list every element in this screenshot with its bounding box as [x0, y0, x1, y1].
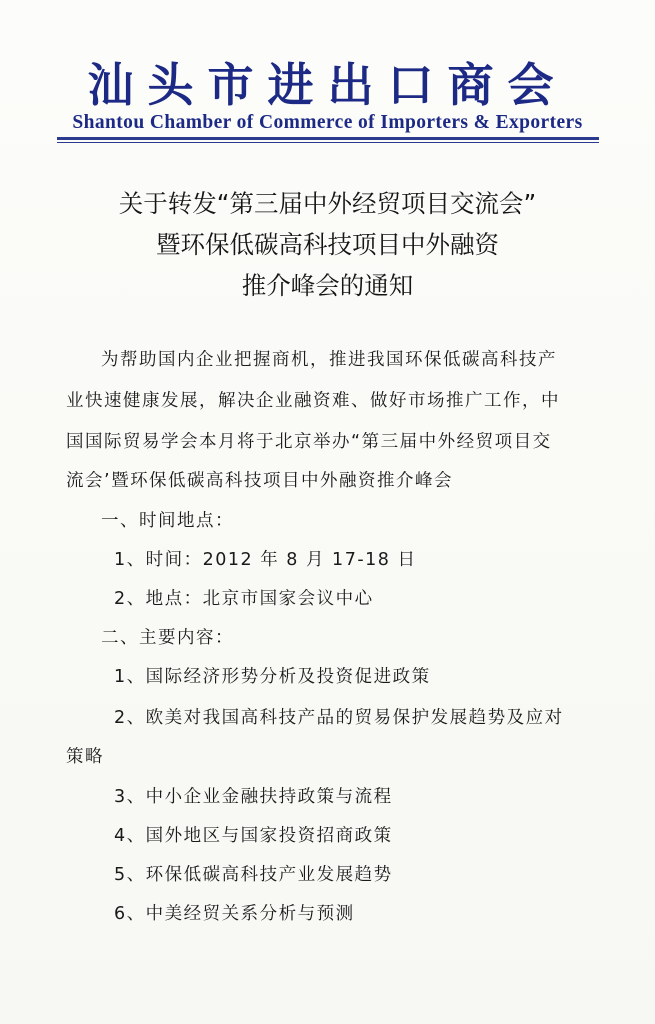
intro-line-4: 流会’暨环保低碳高科技项目中外融资推介峰会 — [66, 471, 454, 491]
intro-line-2: 业快速健康发展，解决企业融资难、做好市场推广工作，中 — [66, 391, 560, 411]
notice-title-line-3: 推介峰会的通知 — [241, 271, 414, 300]
section-2-item-2: 2、欧美对我国高科技产品的贸易保护发展趋势及应对 — [114, 708, 564, 728]
letterhead-org-name-en: Shantou Chamber of Commerce of Importers & Exporters — [72, 112, 583, 133]
notice-title-line-2: 暨环保低碳高科技项目中外融资 — [156, 230, 499, 259]
section-1-heading: 一、时间地点： — [101, 511, 234, 531]
letterhead-org-name-cn: 汕头市进出口商会 — [87, 58, 568, 112]
section-1-item-2: 2、地点：北京市国家会议中心 — [114, 589, 374, 609]
section-2-item-5: 5、环保低碳高科技产业发展趋势 — [114, 865, 393, 885]
section-2-item-2-cont: 策略 — [66, 747, 104, 767]
section-2-heading: 二、主要内容： — [101, 628, 234, 648]
section-1-item-1: 1、时间：2012 年 8 月 17-18 日 — [114, 550, 417, 570]
section-2-item-1: 1、国际经济形势分析及投资促进政策 — [114, 667, 431, 687]
intro-line-1: 为帮助国内企业把握商机，推进我国环保低碳高科技产 — [101, 350, 557, 370]
section-2-item-6: 6、中美经贸关系分析与预测 — [114, 904, 355, 924]
intro-line-3: 国国际贸易学会本月将于北京举办“第三届中外经贸项目交 — [66, 432, 552, 452]
section-2-item-4: 4、国外地区与国家投资招商政策 — [114, 826, 393, 846]
notice-title-line-1: 关于转发“第三届中外经贸项目交流会” — [118, 189, 537, 218]
letterhead-divider-thick — [57, 137, 599, 140]
section-2-item-3: 3、中小企业金融扶持政策与流程 — [114, 787, 393, 807]
letterhead-divider-thin — [57, 142, 599, 143]
